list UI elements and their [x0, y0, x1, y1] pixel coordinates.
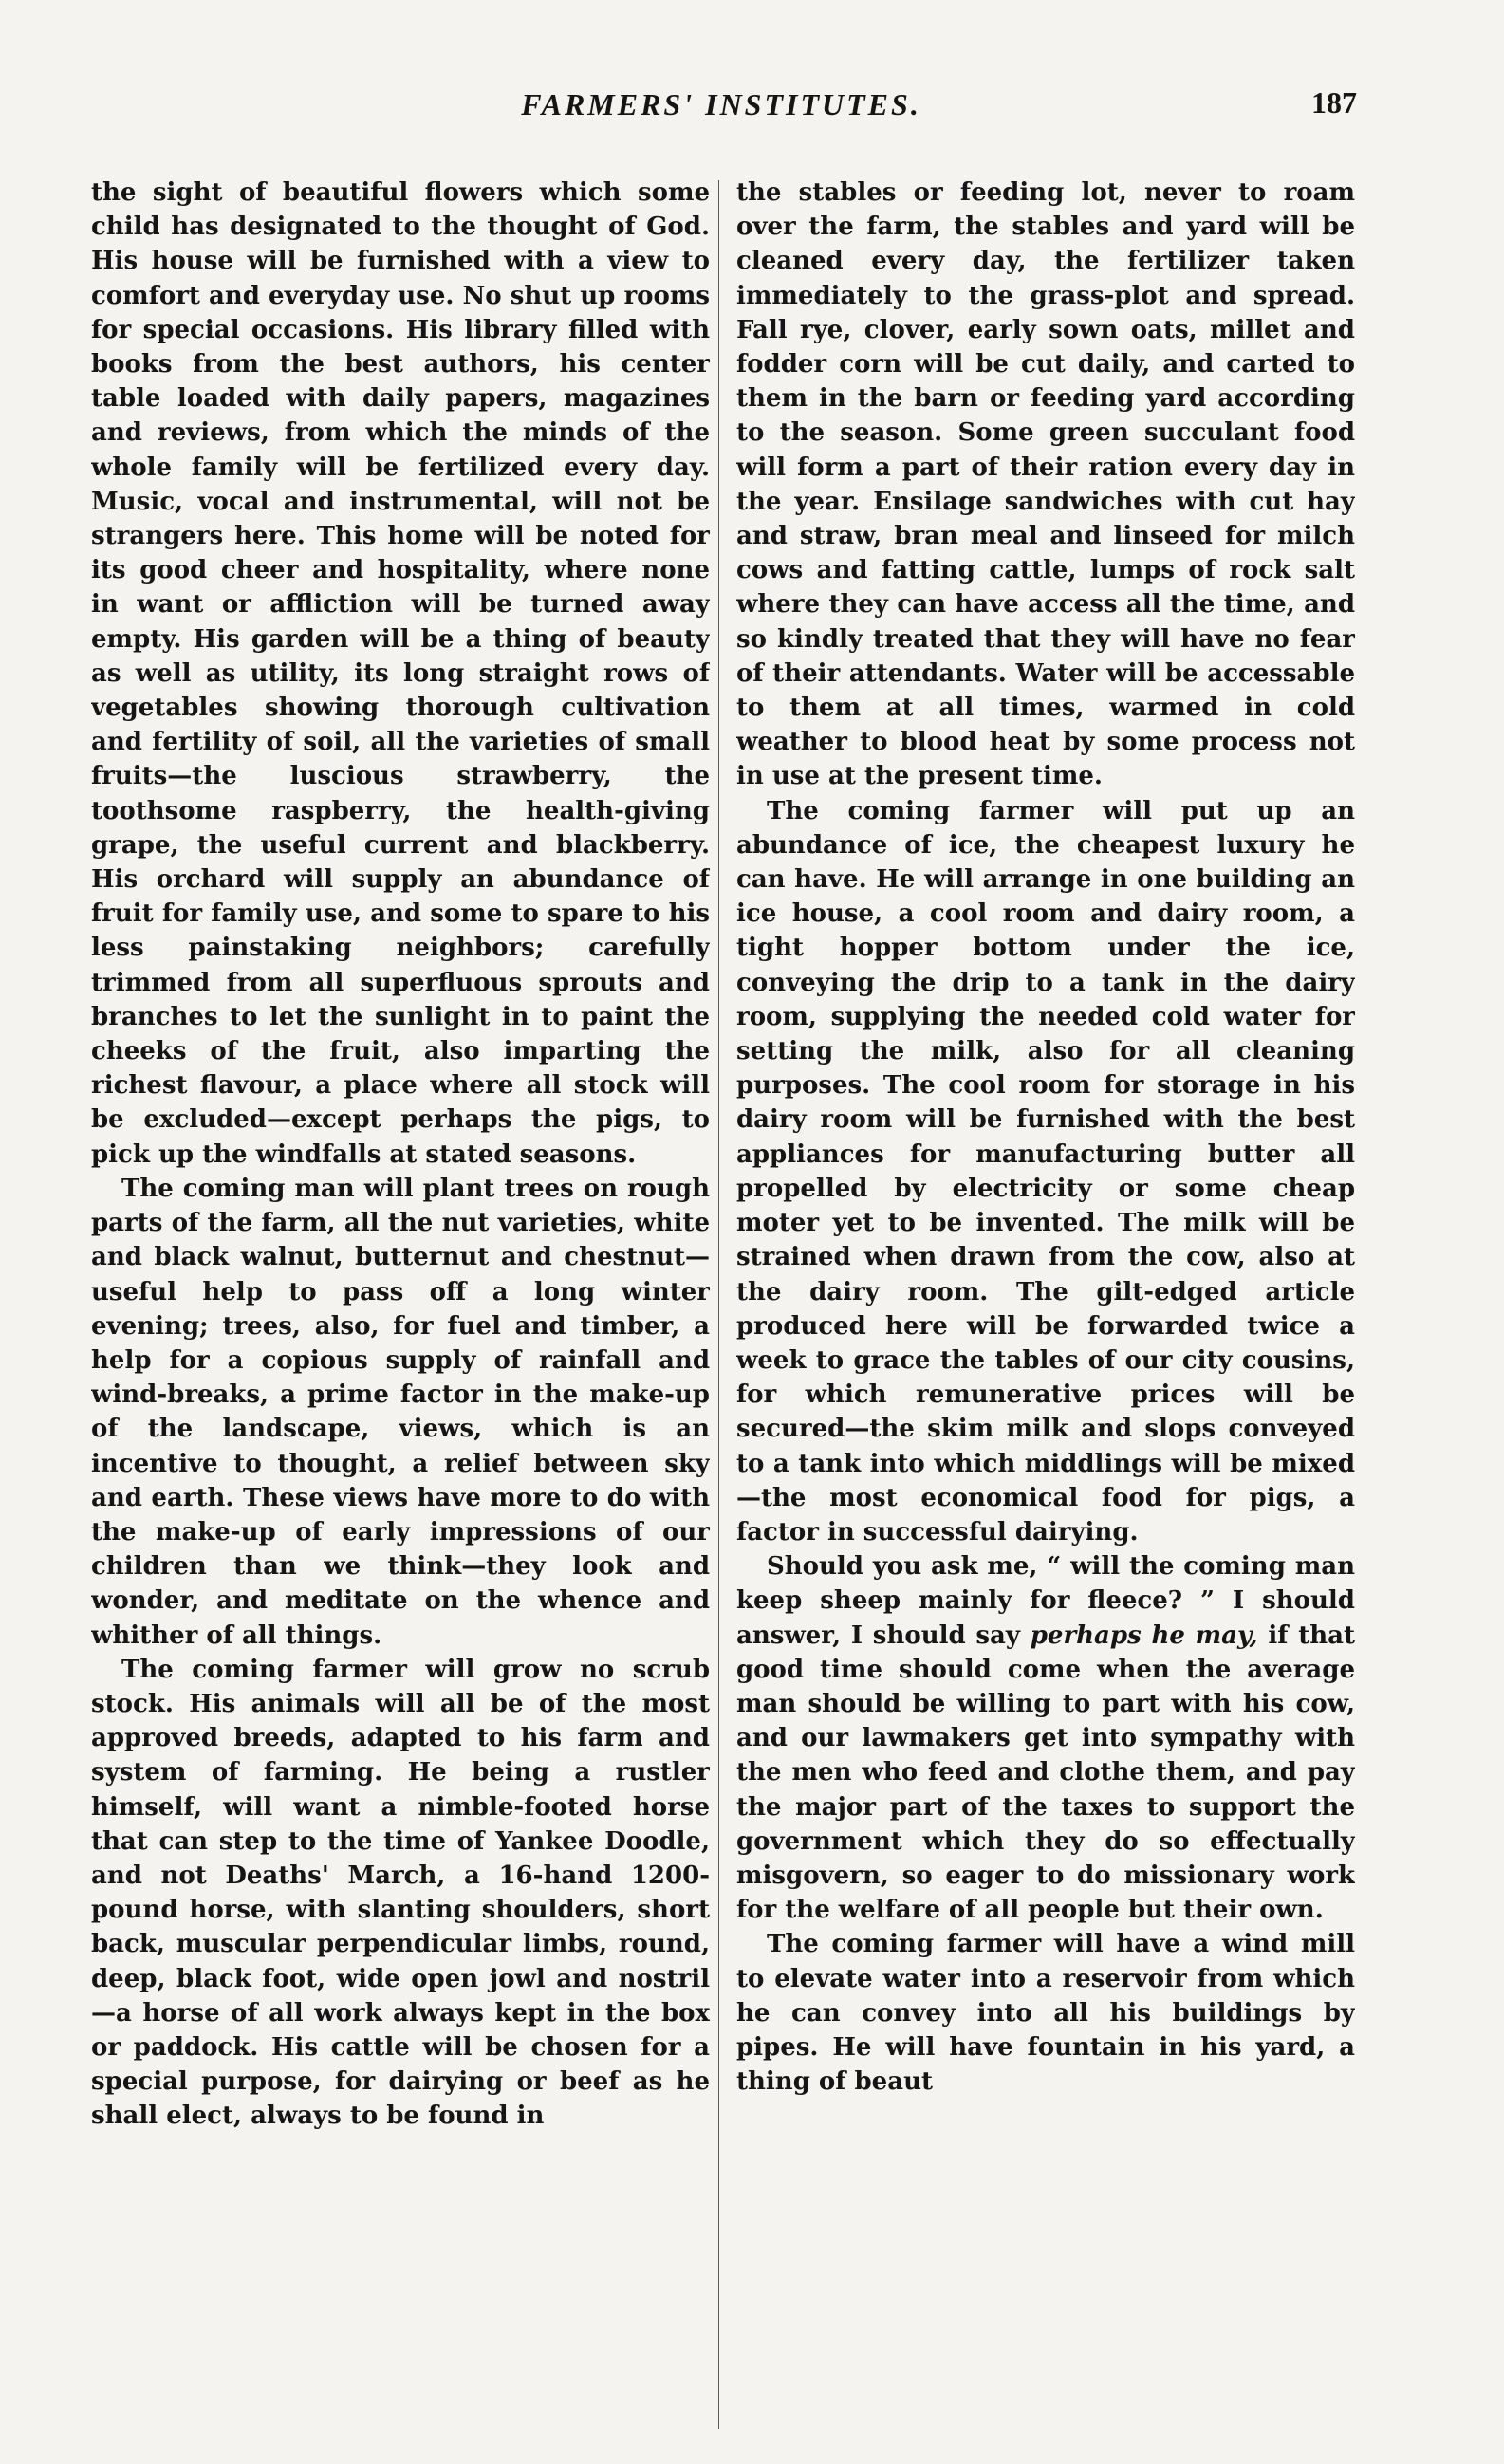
paragraph-text: if that good time should come when the average man should be willing to part with his cow, and our lawmakers get into sympathy with the men who feed and clothe them, and pay the major part of the taxes to support the government which they do so effectually misgovern, so eager to do missionary work for the welfare of all people but their own. — [736, 1621, 1355, 1925]
left-column — [91, 176, 710, 2438]
paragraph — [736, 1549, 1355, 1927]
paragraph: The coming farmer will put up an abundance of ice, the cheapest luxury he can have. He will arrange in one building an ice house, a cool room and dairy room, a tight hopper bottom under the ice, conveying the drip to a tank in the dairy room, supplying the needed cold water for setting the milk, also for all cleaning purposes. The cool room for storage in his dairy room will be furnished with the best appliances for manufacturing butter all propelled by electricity or some cheap moter yet to be invented. The milk will be strained when drawn from the cow, also at the dairy room. The gilt-edged article produced here will be forwarded twice a week to grace the tables of our city cousins, for which remunerative prices will be secured—the skim milk and slops conveyed to a tank into which middlings will be mixed—the most economical food for pigs, a factor in successful dairying. — [736, 796, 1355, 1547]
paragraph-text: Should you ask me, “ will the coming man keep sheep mainly for fleece? ” I should answer, I should say — [736, 1552, 1355, 1650]
running-title: FARMERS' INSTITUTES. — [521, 87, 921, 121]
paragraph: the sight of beautiful flowers which some child has designated to the thought of God. His house will be furnished with a view to comfort and everyday use. No shut up rooms for special occasions. His library filled with books from the best authors, his center table loaded with daily papers, magazines and reviews, from which the minds of the whole family will be fertilized every day. Music, vocal and instrumental, will not be strangers here. This home will be noted for its good cheer and hospitality, where none in want or affliction will be turned away empty. His garden will be a thing of beauty as well as utility, its long straight rows of vegetables showing thorough cultivation and fertility of soil, all the varieties of small fruits—the luscious strawberry, the toothsome raspberry, the health-giving grape, the useful current and blackberry. His orchard will supply an abundance of fruit for family use, and some to spare to his less painstaking neighbors; carefully trimmed from all superfluous sprouts and branches to let the sunlight in to paint the cheeks of the fruit, also imparting the richest flavour, a place where all stock will be excluded—except perhaps the pigs, to pick up the windfalls at stated seasons. — [91, 178, 710, 1169]
paragraph: the stables or feeding lot, never to roam over the farm, the stables and yard will be cleaned every day, the fertilizer taken immediately to the grass-plot and spread. Fall rye, clover, early sown oats, millet and fodder corn will be cut daily, and carted to them in the barn or feeding yard according to the season. Some green succulant food will form a part of their ration every day in the year. Ensilage sandwiches with cut hay and straw, bran meal and linseed for milch cows and fatting cattle, lumps of rock salt where they can have access all the time, and so kindly treated that they will have no fear of their attendants. Water will be accessable to them at all times, warmed in cold weather to blood heat by some process not in use at the present time. — [736, 178, 1355, 791]
page-number: 187 — [1311, 85, 1357, 120]
paragraph: The coming farmer will grow no scrub stock. His animals will all be of the most approved breeds, adapted to his farm and system of farming. He being a rustler himself, will want a nimble-footed horse that can step to the time of Yankee Doodle, and not Deaths' March, a 16-hand 1200-pound horse, with slanting shoulders, short back, muscular perpendicular limbs, round, deep, black foot, wide open jowl and nostril—a horse of all work always kept in the box or paddock. His cattle will be chosen for a special purpose, for dairying or beef as he shall elect, always to be found in — [91, 1655, 710, 2131]
running-head — [85, 83, 1357, 133]
italic-phrase: perhaps he may, — [1030, 1621, 1258, 1650]
paragraph: The coming man will plant trees on rough parts of the farm, all the nut varieties, white and black walnut, butternut and chestnut—useful help to pass off a long winter evening; trees, also, for fuel and timber, a help for a copious supply of rainfall and wind-breaks, a prime factor in the make-up of the landscape, views, which is an incentive to thought, a relief between sky and earth. These views have more to do with the make-up of early impressions of our children than we think—they look and wonder, and meditate on the whence and whither of all things. — [91, 1174, 710, 1650]
paragraph: The coming farmer will have a wind mill to elevate water into a reservoir from which he can convey into all his buildings by pipes. He will have fountain in his yard, a thing of beaut — [736, 1930, 1355, 2097]
column-divider — [718, 180, 719, 2429]
right-column — [736, 176, 1355, 2438]
